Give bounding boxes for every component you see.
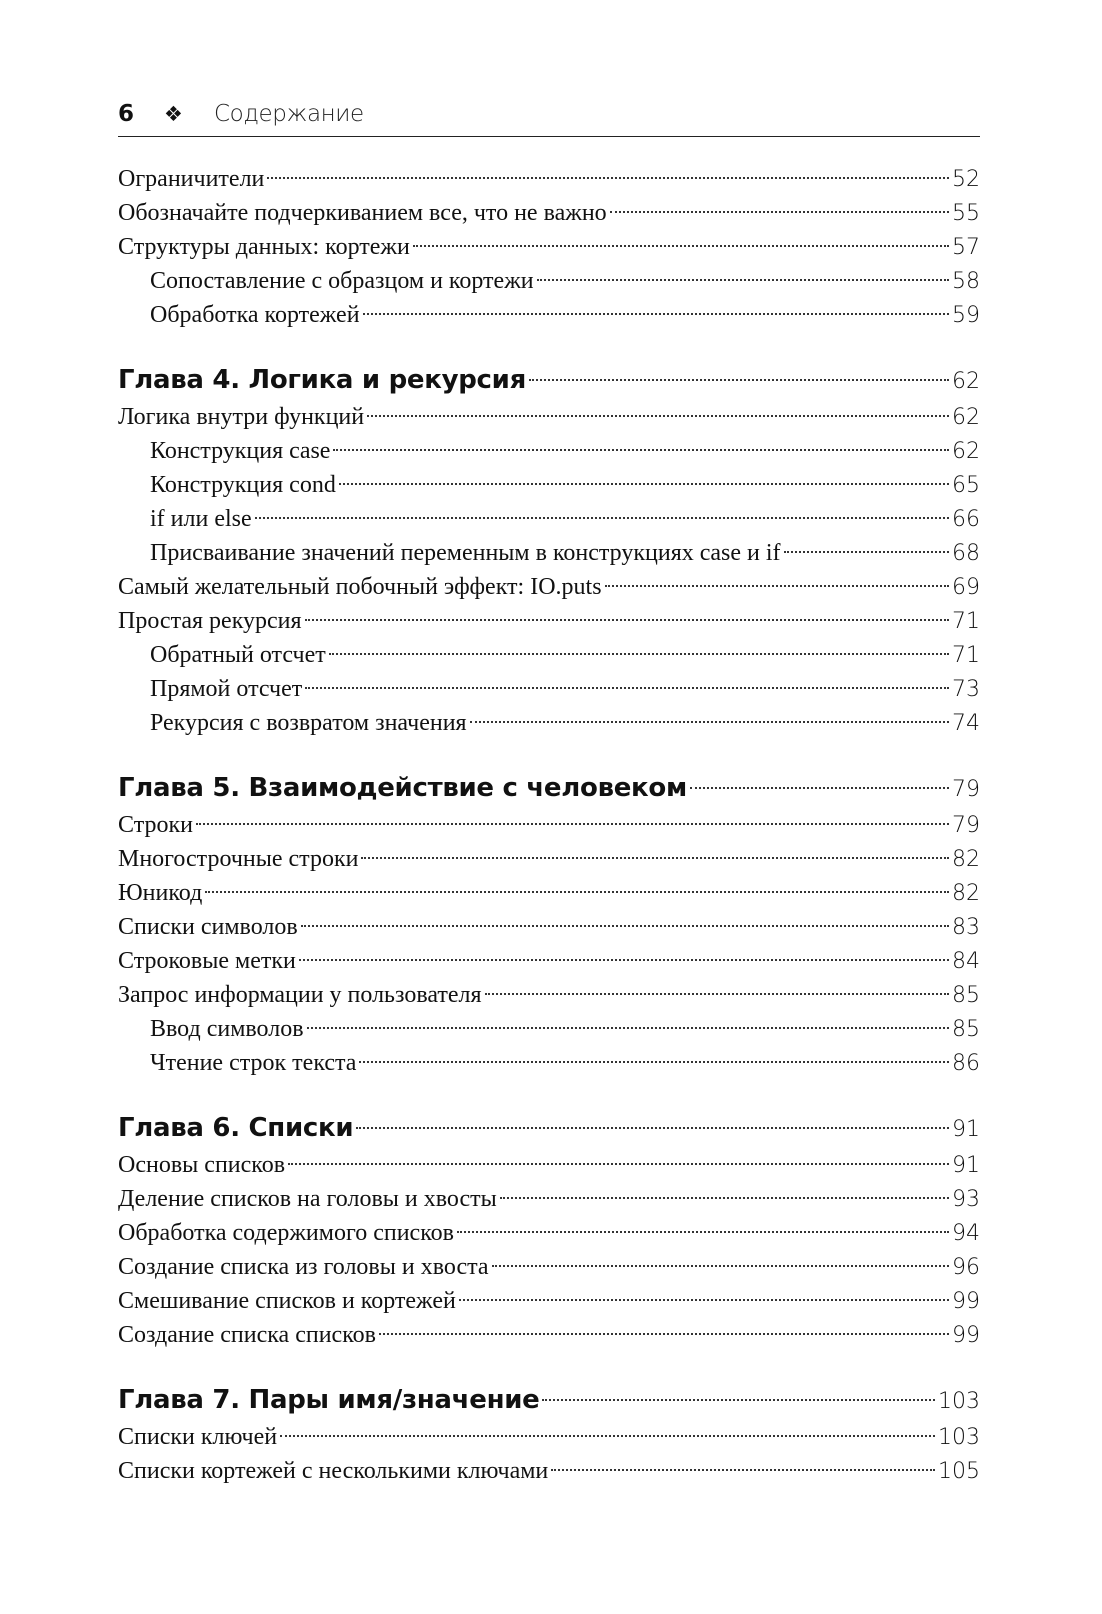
dot-leader: [363, 313, 949, 315]
toc-chapter: [118, 1380, 980, 1488]
toc-entry-title: Деление списков на головы и хвосты: [118, 1186, 497, 1212]
toc-entry-page: 65: [952, 473, 980, 498]
dot-leader: [196, 823, 949, 825]
toc-entry[interactable]: [118, 706, 980, 740]
toc-entry[interactable]: [118, 808, 980, 842]
dot-leader: [500, 1197, 949, 1199]
toc-entry-page: 103: [938, 1389, 980, 1414]
toc-entry-page: 69: [952, 575, 980, 600]
toc-entry-title: Глава 5. Взаимодействие с человеком: [118, 773, 687, 803]
toc-entry-title: Строковые метки: [118, 948, 296, 974]
toc-entry-page: 71: [952, 609, 980, 634]
dot-leader: [529, 379, 949, 381]
toc-entry-page: 52: [952, 167, 980, 192]
dot-leader: [307, 1027, 949, 1029]
toc-entry[interactable]: [118, 536, 980, 570]
toc-entry[interactable]: [118, 502, 980, 536]
toc-entry[interactable]: [118, 196, 980, 230]
dot-leader: [459, 1299, 949, 1301]
toc-chapter-heading[interactable]: [118, 1108, 980, 1148]
toc-entry[interactable]: [118, 1420, 980, 1454]
toc-entry-page: 74: [952, 711, 980, 736]
toc-entry-title: Списки ключей: [118, 1424, 278, 1450]
toc-entry-page: 84: [952, 949, 980, 974]
dot-leader: [339, 483, 949, 485]
toc-entry-page: 71: [952, 643, 980, 668]
toc-entry-title: Глава 7. Пары имя/значение: [118, 1385, 540, 1415]
toc-entry[interactable]: [118, 1318, 980, 1352]
dot-leader: [610, 211, 949, 213]
toc-entry[interactable]: [118, 230, 980, 264]
dot-leader: [205, 891, 949, 893]
toc-chapter: [118, 360, 980, 740]
toc-entry-page: 99: [952, 1289, 980, 1314]
dot-leader: [255, 517, 949, 519]
running-header: [118, 98, 980, 137]
toc-entry-page: 79: [952, 813, 980, 838]
toc-entry[interactable]: [118, 1012, 980, 1046]
toc-entry-page: 59: [952, 303, 980, 328]
toc-entry-title: Присваивание значений переменным в конструкциях case и if: [150, 540, 781, 566]
toc-entry[interactable]: [118, 1284, 980, 1318]
toc-entry-title: Юникод: [118, 880, 203, 906]
dot-leader: [361, 857, 949, 859]
toc-chapter: [118, 162, 980, 332]
toc-entry-title: Прямой отсчет: [150, 676, 303, 702]
toc-entry-title: Ограничители: [118, 166, 265, 192]
dot-leader: [551, 1469, 935, 1471]
dot-leader: [280, 1435, 935, 1437]
toc-entry-page: 83: [952, 915, 980, 940]
toc-entry-title: Запрос информации у пользователя: [118, 982, 482, 1008]
toc-entry-title: Основы списков: [118, 1152, 286, 1178]
toc-entry[interactable]: [118, 1148, 980, 1182]
toc-entry-page: 68: [952, 541, 980, 566]
toc-entry-title: Обозначайте подчеркиванием все, что не важно: [118, 200, 607, 226]
dot-leader: [356, 1127, 949, 1129]
dot-leader: [305, 687, 949, 689]
dot-leader: [470, 721, 949, 723]
dot-leader: [299, 959, 949, 961]
dot-leader: [379, 1333, 949, 1335]
toc-entry-title: Сопоставление с образцом и кортежи: [150, 268, 534, 294]
toc-entry-title: Обратный отсчет: [150, 642, 326, 668]
ornament-icon: ❖: [164, 102, 183, 126]
toc-entry-page: 103: [938, 1425, 980, 1450]
toc-chapter: [118, 1108, 980, 1352]
toc-entry-title: if или else: [150, 506, 252, 532]
toc-entry-page: 55: [952, 201, 980, 226]
toc-entry-title: Списки кортежей с несколькими ключами: [118, 1458, 549, 1484]
toc-entry[interactable]: [118, 1046, 980, 1080]
toc-entry[interactable]: [118, 1250, 980, 1284]
dot-leader: [457, 1231, 949, 1233]
toc-entry-page: 93: [952, 1187, 980, 1212]
toc-entry-page: 94: [952, 1221, 980, 1246]
dot-leader: [288, 1163, 949, 1165]
dot-leader: [329, 653, 949, 655]
toc-entry-title: Ввод символов: [150, 1016, 304, 1042]
toc-entry-title: Структуры данных: кортежи: [118, 234, 410, 260]
toc-entry-title: Строки: [118, 812, 193, 838]
running-title: Содержание: [214, 101, 364, 127]
toc-entry[interactable]: [118, 604, 980, 638]
toc-entry-title: Глава 6. Списки: [118, 1113, 354, 1143]
dot-leader: [333, 449, 949, 451]
toc-entry[interactable]: [118, 842, 980, 876]
toc-entry[interactable]: [118, 400, 980, 434]
toc-entry[interactable]: [118, 570, 980, 604]
toc-entry-page: 96: [952, 1255, 980, 1280]
toc-entry-page: 62: [952, 439, 980, 464]
toc-entry-title: Обработка кортежей: [150, 302, 360, 328]
dot-leader: [784, 551, 949, 553]
toc-entry[interactable]: [118, 264, 980, 298]
toc-entry-page: 57: [952, 235, 980, 260]
toc-entry-page: 86: [952, 1051, 980, 1076]
toc-entry-title: Логика внутри функций: [118, 404, 365, 430]
toc-entry-page: 82: [952, 881, 980, 906]
toc-entry-page: 58: [952, 269, 980, 294]
toc-entry-title: Списки символов: [118, 914, 298, 940]
toc-entry-title: Рекурсия с возвратом значения: [150, 710, 467, 736]
toc-entry[interactable]: [118, 876, 980, 910]
dot-leader: [267, 177, 949, 179]
toc-entry-page: 85: [952, 1017, 980, 1042]
toc-entry-page: 62: [952, 369, 980, 394]
toc-entry-page: 62: [952, 405, 980, 430]
dot-leader: [485, 993, 949, 995]
toc-entry-title: Самый желательный побочный эффект: IO.puts: [118, 574, 602, 600]
page-number: 6: [118, 101, 135, 127]
dot-leader: [305, 619, 949, 621]
toc-entry-page: 79: [952, 777, 980, 802]
toc-entry[interactable]: [118, 1182, 980, 1216]
toc-entry-page: 66: [952, 507, 980, 532]
toc-entry[interactable]: [118, 672, 980, 706]
dot-leader: [359, 1061, 949, 1063]
toc-chapter-heading[interactable]: [118, 768, 980, 808]
dot-leader: [605, 585, 949, 587]
toc-entry-page: 73: [952, 677, 980, 702]
dot-leader: [367, 415, 949, 417]
dot-leader: [690, 787, 949, 789]
toc-entry[interactable]: [118, 910, 980, 944]
toc-entry[interactable]: [118, 298, 980, 332]
toc-entry[interactable]: [118, 468, 980, 502]
toc-entry[interactable]: [118, 434, 980, 468]
toc-entry-page: 91: [952, 1153, 980, 1178]
toc-entry[interactable]: [118, 638, 980, 672]
toc-entry[interactable]: [118, 1216, 980, 1250]
toc-entry-page: 99: [952, 1323, 980, 1348]
toc-entry-title: Многострочные строки: [118, 846, 359, 872]
toc-entry-title: Глава 4. Логика и рекурсия: [118, 365, 526, 395]
toc-entry[interactable]: [118, 944, 980, 978]
toc-entry[interactable]: [118, 1454, 980, 1488]
toc-entry-title: Конструкция cond: [150, 472, 336, 498]
toc-entry-title: Обработка содержимого списков: [118, 1220, 454, 1246]
toc-entry-page: 91: [952, 1117, 980, 1142]
table-of-contents: [118, 162, 980, 1488]
toc-chapter-heading[interactable]: [118, 360, 980, 400]
dot-leader: [492, 1265, 949, 1267]
toc-entry-title: Смешивание списков и кортежей: [118, 1288, 456, 1314]
toc-entry-title: Создание списка списков: [118, 1322, 376, 1348]
toc-entry-title: Простая рекурсия: [118, 608, 302, 634]
dot-leader: [542, 1399, 935, 1401]
toc-chapter: [118, 768, 980, 1080]
toc-entry[interactable]: [118, 978, 980, 1012]
toc-chapter-heading[interactable]: [118, 1380, 980, 1420]
toc-entry-page: 82: [952, 847, 980, 872]
dot-leader: [413, 245, 949, 247]
toc-entry-title: Создание списка из головы и хвоста: [118, 1254, 489, 1280]
toc-entry[interactable]: [118, 162, 980, 196]
dot-leader: [537, 279, 949, 281]
toc-entry-page: 105: [938, 1459, 980, 1484]
toc-entry-title: Конструкция case: [150, 438, 331, 464]
toc-entry-page: 85: [952, 983, 980, 1008]
dot-leader: [301, 925, 949, 927]
toc-entry-title: Чтение строк текста: [150, 1050, 357, 1076]
